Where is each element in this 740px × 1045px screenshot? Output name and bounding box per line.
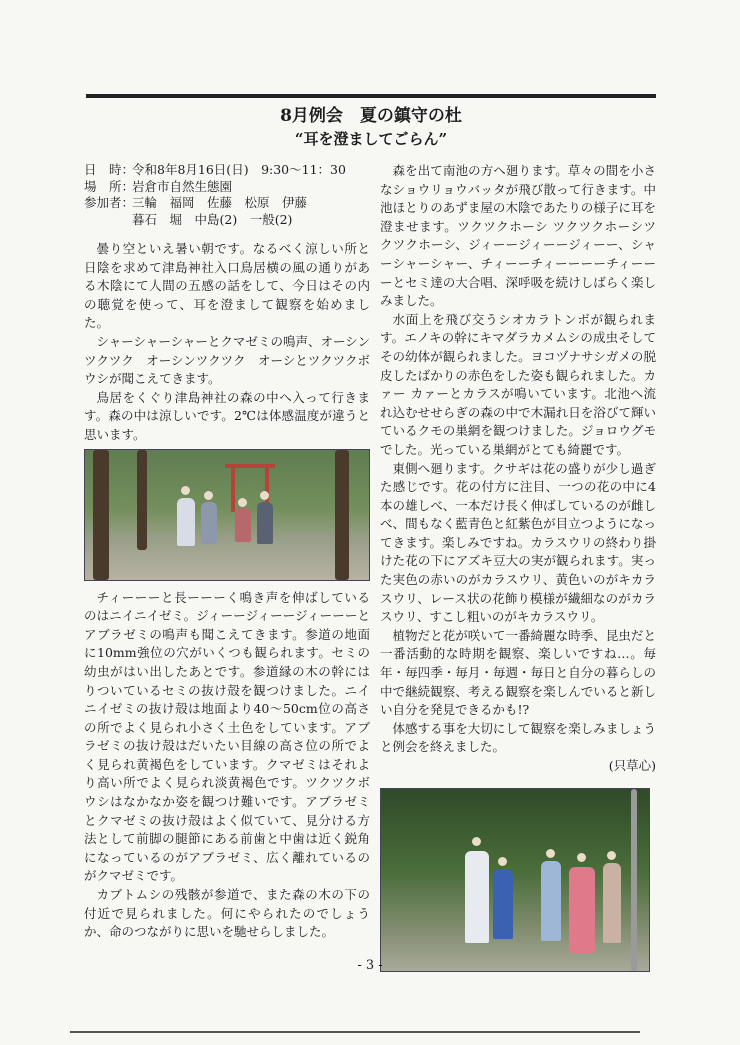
paragraph: 体感する事を大切にして観察を楽しみましょうと例会を終えました。 [380,720,656,755]
page-number: - 3 - [357,958,383,973]
paragraph: 鳥居をくぐり津島神社の森の中へ入って行きます。森の中は涼しいです。2℃は体感温度が違うと思います。 [84,389,370,442]
paragraph: 植物だと花が咲いて一番綺麗な時季、昆虫だと一番活動的な時期を観察、楽しいですね…。毎年・毎四季・毎月・毎週・毎日と自分の暮らしの中で継続観察、考える観察を楽しんでいると新しい自分を発見できるかも!? [380,627,656,718]
participants-line1: 三輪 福岡 佐藤 松原 伊藤 [132,195,308,210]
paragraph: カブトムシの残骸が参道で、また森の木の下の付近で見られました。何にやられたのでしょうか、命のつながりに思いを馳せらしました。 [84,887,370,940]
article-header [86,104,656,150]
paragraph: 曇り空といえ暑い朝です。なるべく涼しい所と日陰を求めて津島神社入口鳥居横の風の通りがある木陰にて人間の五感の話をして、今日はその内の聴覚を使って、耳を澄まして観察を始めました。 [84,241,370,331]
paragraph: 森を出て南池の方へ廻ります。草々の間を小さなショウリョウバッタが飛び散って行きます。中池ほとりのあずま屋の木陰であたりの様子に耳を澄ませます。ツクツクホーシ ツクツクホーシツクツクホーシ、ジィーージィーージィーー、シャーシャーシャー、チィーーチィーーーーチィーーーとセミ達の大合唱、深呼吸を続けしばらく楽しみました。 [380,163,656,309]
participants-label: 参加者： [84,195,135,210]
paragraph: 水面上を飛び交うシオカラトンボが観られます。エノキの幹にキマダラカメムシの成虫そしてその幼体が観られました。ヨコヅナサシガメの脱皮したばかりの赤色をした姿も観られました。カァー カァーとカラスが鳴いています。北池へ流れ込むせせらぎの森の中で木漏れ日を浴びて輝いているクモの巣網を観つけました。ジョロウグモでした。光っている巣網がとても綺麗です。 [380,311,656,457]
participants-line2: 暮石 堀 中島(2) 一般(2) [132,211,293,227]
place-value: 岩倉市自然生態園 [132,178,233,194]
date-row [84,162,370,179]
paragraph: 東側へ廻ります。クサギは花の盛りが少し過ぎた感じです。花の付方に注目、一つの花の中に4本の雄しべ、一本だけ長く伸ばしているのが雌しべ、間もなく藍青色と紅紫色が目立つようになってきます。楽しみですね。カラスウリの終わり掛けた花の下にアズキ豆大の実が観られます。実った実色の赤いのがカラスウリ、黄色いのがキカラスウリ、レース状の花飾り模様が繊細なのがカラスウリ、すこし粗いのがキカラスウリ。 [380,460,656,625]
paragraph: シャーシャーシャーとクマゼミの鳴声、オーシンツクツク オーシンツクツク オーシとツクツクボウシが聞こえてきます。 [84,333,370,387]
shrine-forest-photo [84,449,370,581]
date-label: 日 時： [84,162,135,177]
place-row [84,179,370,196]
group-observation-photo [380,788,650,972]
paragraph: チィーーーと長ーーーく鳴き声を伸ばしているのはニイニイゼミ。ジィーージィーージィーーーとアブラゼミの鳴声も聞こえてきます。参道の地面に10mm強位の穴がいくつも観られます。セミの幼虫がはい出したあとです。参道縁の木の幹にはりついているセミの抜け殻を観つけました。ニイニイゼミの抜け殻は地面より40〜50cm位の高さの所でよく見られ小さく土色をしています。アブラゼミの抜け殻はだいたい目線の高さ位の所でよく見られ黄褐色をしています。クマゼミはそれより高い所でよく見られ淡黄褐色です。ツクツクボウシはなかなか姿を観つけ難いです。アブラゼミとクマゼミの抜け殻はよく似ていて、見分ける方法として前脚の腿節にある前歯と中歯は近く鋭角になっているのがアブラゼミ、広く離れているのがクマゼミです。 [84,589,370,884]
date-value: 令和8年8月16日(日) 9:30〜11：30 [132,162,346,177]
right-column [380,162,656,972]
place-label: 場 所： [84,178,135,194]
article-title: 8月例会 夏の鎮守の杜 [280,106,462,126]
event-info [84,162,370,228]
top-rule [86,94,656,98]
participants-row [84,195,370,212]
bottom-rule [70,1031,640,1033]
article-subtitle: “耳を澄ましてごらん” [294,130,448,148]
author-signature: (只草心) [608,758,656,773]
left-column [84,162,370,942]
